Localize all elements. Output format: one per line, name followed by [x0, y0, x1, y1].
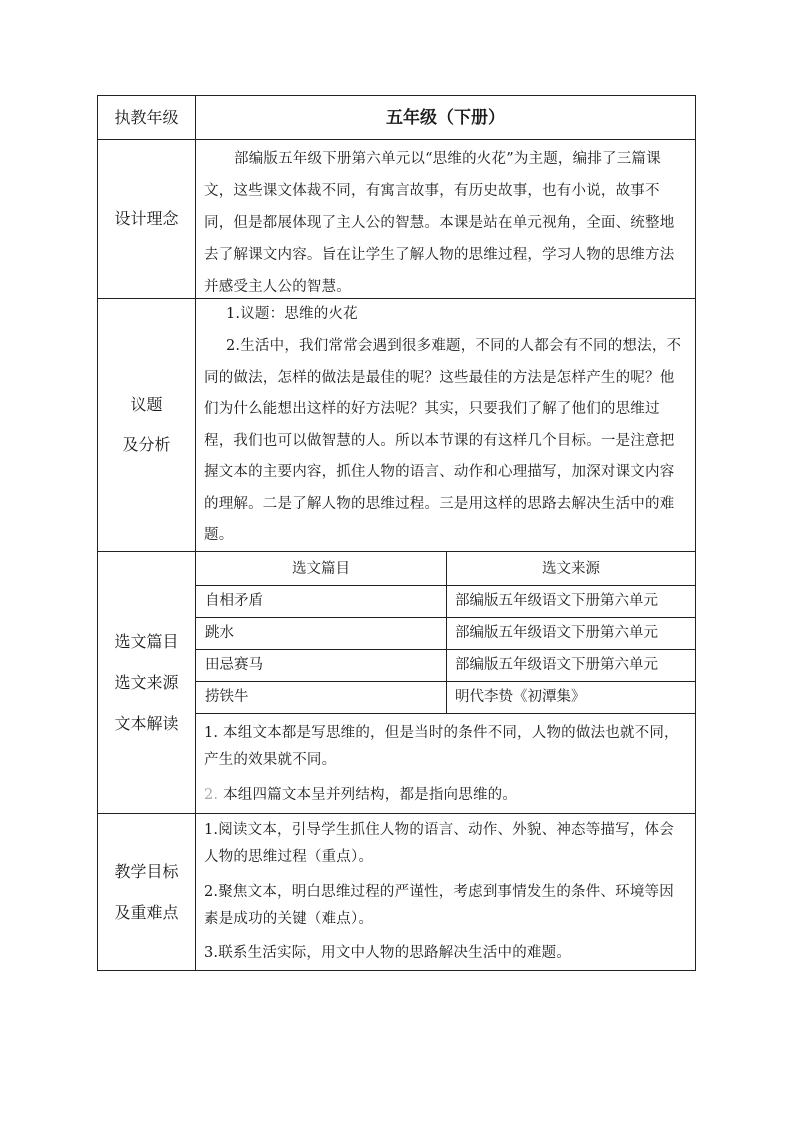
table-row [455, 586, 693, 617]
goal-item3 [204, 940, 688, 967]
table-row [205, 618, 445, 649]
selection-source: 部编版五年级语文下册第六单元 [455, 593, 658, 609]
column-header-title [196, 552, 446, 585]
grade-label [98, 96, 195, 139]
table-row [205, 586, 445, 617]
grade-value [196, 96, 695, 139]
topic-item1-text: 1.议题：思维的火花 [226, 306, 358, 322]
interpretation-1 [204, 720, 688, 774]
design-text [204, 143, 688, 303]
goal-item2 [204, 879, 688, 933]
table-border-bottom [97, 970, 696, 971]
goal-item1 [204, 817, 688, 871]
topic-label-line2: 及分析 [122, 435, 171, 454]
interpretation-2 [204, 781, 688, 809]
selection-title: 自相矛盾 [205, 593, 263, 609]
goals-label-line2: 及重难点 [114, 902, 179, 922]
selection-source: 部编版五年级语文下册第六单元 [455, 657, 658, 673]
table-row [205, 650, 445, 681]
selection-label-line1: 选文篇目 [114, 631, 179, 651]
table-row [455, 618, 693, 649]
selection-title: 跳水 [205, 625, 234, 641]
design-paragraph: 部编版五年级下册第六单元以“思维的火花”为主题，编排了三篇课文，这些课文体裁不同，有寓言故事，有历史故事，也有小说，故事不同，但是都展体现了主人公的智慧。本课是站在单元视角，全面、统整地去了解课文内容。旨在让学生了解人物的思维过程，学习人物的思维方法并感受主人公的智慧。 [204, 151, 675, 295]
selection-source: 明代李贽《初潭集》 [455, 689, 586, 705]
goal-item1-text: 1.阅读文本，引导学生抓住人物的语言、动作、外貌、神态等描写，体会人物的思维过程（重点）。 [204, 822, 674, 865]
design-label [98, 140, 195, 298]
table-row [455, 650, 693, 681]
selection-label-line3: 文本解读 [114, 713, 179, 733]
column-header-source-text: 选文来源 [542, 560, 600, 577]
table-border-right [695, 95, 696, 971]
grade-value-text: 五年级（下册） [386, 107, 505, 128]
design-label-text: 设计理念 [114, 209, 179, 228]
goals-label-line1: 教学目标 [114, 861, 179, 881]
selection-label-line2: 选文来源 [114, 672, 179, 692]
goal-item2-text: 2.聚焦文本，明白思维过程的严谨性，考虑到事情发生的条件、环境等因素是成功的关键（难点）。 [204, 884, 674, 927]
interpretation-2-number: 2. [204, 787, 219, 803]
selection-title: 捞铁牛 [205, 689, 249, 705]
table-row [455, 682, 693, 713]
column-header-source [447, 552, 695, 585]
topic-item2 [204, 331, 688, 552]
topic-label-line1: 议题 [130, 395, 163, 414]
selection-label [98, 552, 195, 813]
topic-item2-text: 2.生活中，我们常常会遇到很多难题，不同的人都会有不同的想法，不同的做法，怎样的做法是最佳的呢？这些最佳的方法是怎样产生的呢？他们为什么能想出这样的好方法呢？其实，只要我们了解了他们的思维过程，我们也可以做智慧的人。所以本节课的有这样几个目标。一是注意把握文本的主要内容，抓住人物的语言、动作和心理描写，加深对课文内容的理解。二是了解人物的思维过程。三是用这样的思路去解决生活中的难题。 [204, 338, 682, 543]
selection-title: 田忌赛马 [205, 657, 263, 673]
table-row [205, 682, 445, 713]
interpretation-1-text: 1. 本组文本都是写思维的，但是当时的条件不同，人物的做法也就不同，产生的效果就不同。 [204, 725, 679, 768]
grade-label-text: 执教年级 [114, 107, 179, 127]
topic-label [98, 299, 195, 551]
goal-item3-text: 3.联系生活实际，用文中人物的思路解决生活中的难题。 [204, 945, 572, 961]
selection-source: 部编版五年级语文下册第六单元 [455, 625, 658, 641]
column-header-title-text: 选文篇目 [292, 560, 350, 577]
topic-item1 [204, 298, 688, 330]
interpretation-2-text: 本组四篇文本呈并列结构，都是指向思维的。 [223, 787, 518, 803]
column-divider [195, 95, 196, 971]
goals-label [98, 814, 195, 970]
